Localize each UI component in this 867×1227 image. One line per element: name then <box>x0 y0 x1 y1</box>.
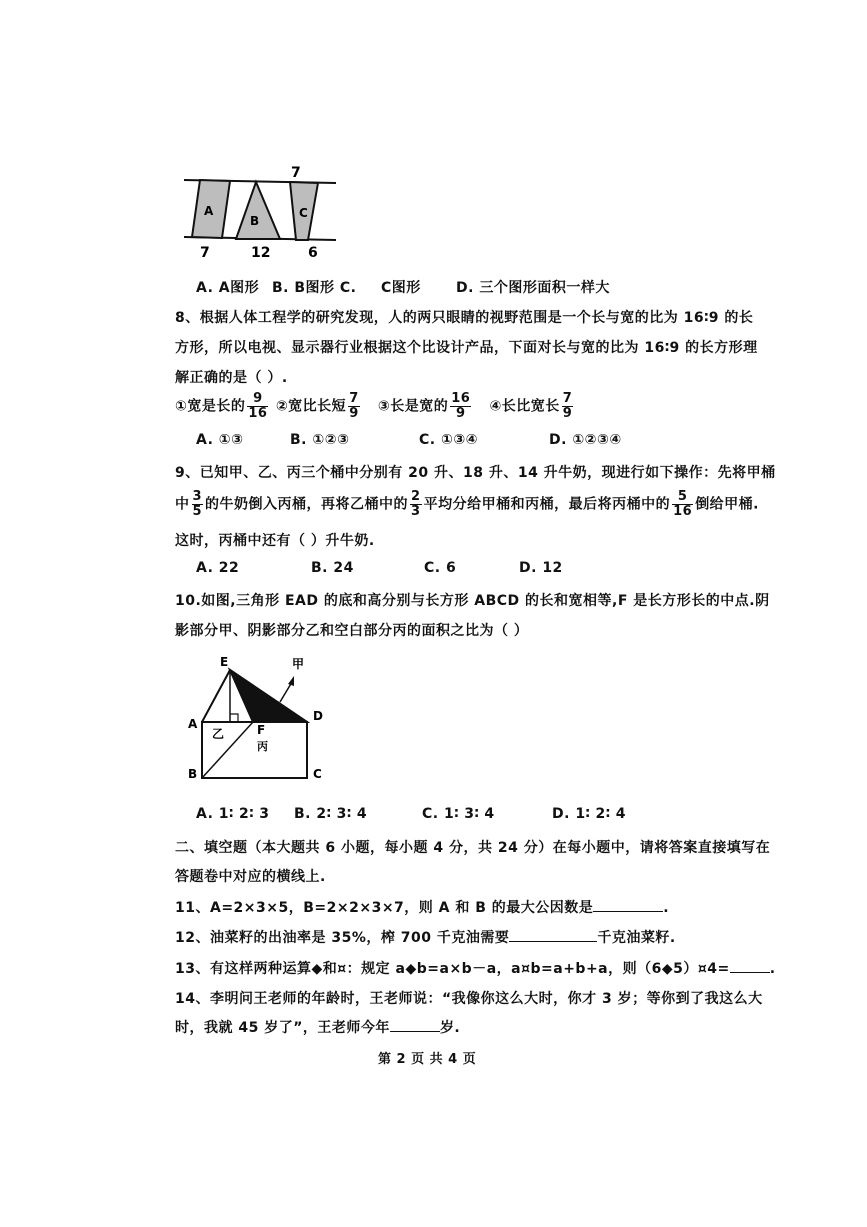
figure-q10 <box>180 650 340 785</box>
q12: 12、油菜籽的出油率是 35%，榨 700 千克油需要 千克油菜籽. <box>175 930 676 946</box>
q9-option-b: B. 24 <box>311 560 354 576</box>
q9-option-a: A. 22 <box>196 560 240 576</box>
q8-line-1: 8、根据人体工程学的研究发现，人的两只眼睛的视野范围是一个长与宽的比为 16∶9 的长 <box>175 310 754 326</box>
label-d: D <box>313 709 323 723</box>
q8-option-d: D. ①②③④ <box>549 432 622 448</box>
q9-fraction-2: $\frac{2}{3}$ <box>411 489 421 519</box>
q8-option-b: B. ①②③ <box>290 432 350 448</box>
label-f: F <box>257 723 266 737</box>
q11: 11、A=2×3×5，B=2×2×3×7，则 A 和 B 的最大公因数是 . <box>175 900 670 916</box>
q8-option-a: A. ①③ <box>196 432 244 448</box>
label-bottom-c: 6 <box>308 245 318 261</box>
q13: 13、有这样两种运算◆和¤：规定 a◆b=a×b－a，a¤b=a+b+a，则（6◆5）¤4= . <box>175 961 776 977</box>
q8-statement-3: ③长是宽的 <box>377 398 449 415</box>
q13-answer-blank[interactable] <box>730 960 770 973</box>
page-footer: 第 2 页 共 4 页 <box>378 1052 477 1067</box>
label-yi: 乙 <box>212 727 225 741</box>
q8-fraction-2: $\frac{7}{9}$ <box>349 391 359 421</box>
q9-option-d: D. 12 <box>519 560 563 576</box>
label-bottom-b: 12 <box>251 245 271 261</box>
q9-line-3: 这时，丙桶中还有（ ）升牛奶. <box>175 533 375 549</box>
q8-fraction-4: $\frac{7}{9}$ <box>562 391 573 421</box>
q14-answer-blank[interactable] <box>390 1019 440 1032</box>
q9-line-2: 中 $\frac{3}{5}$ 的牛奶倒入丙桶，再将乙桶中的 $\frac{2}{3}$ 平均分给甲桶和丙桶，最后将丙桶中的 $\frac{5}{16}$ 倒给甲桶. <box>175 489 760 519</box>
figure-q7 <box>178 165 348 265</box>
q10-option-a: A. 1∶ 2∶ 3 <box>196 806 270 822</box>
label-bottom-a: 7 <box>200 245 210 261</box>
q9-fraction-1: $\frac{3}{5}$ <box>192 489 203 519</box>
q9-line-1: 9、已知甲、乙、丙三个桶中分别有 20 升、18 升、14 升牛奶，现进行如下操作：先将甲桶 <box>175 465 776 481</box>
label-b: B <box>250 214 260 228</box>
q8-statement-4: ④长比宽长 <box>489 398 560 415</box>
section-2-line-1: 二、填空题（本大题共 6 小题，每小题 4 分，共 24 分）在每小题中，请将答案直接填写在 <box>175 840 771 856</box>
q8-option-c: C. ①③④ <box>419 432 479 448</box>
q8-fraction-3: $\frac{16}{9}$ <box>451 391 471 421</box>
q8-line-3: 解正确的是（ ）. <box>175 370 288 386</box>
q8-statements <box>175 392 575 421</box>
q12-answer-blank[interactable] <box>509 929 597 942</box>
label-b: B <box>188 767 198 781</box>
label-a: A <box>204 204 214 218</box>
label-a: A <box>188 717 198 731</box>
shape-b <box>236 182 280 239</box>
label-e: E <box>220 655 229 669</box>
label-jia: 甲 <box>292 657 305 671</box>
q14-line-2: 时，我就 45 岁了”，王老师今年 岁. <box>175 1020 461 1036</box>
q7-option-b: B. B图形 C. <box>272 280 357 296</box>
q9-fraction-3: $\frac{5}{16}$ <box>673 489 693 519</box>
q7-option-a: A. A图形 <box>196 280 260 296</box>
q10-option-c: C. 1∶ 3∶ 4 <box>422 806 495 822</box>
section-2-line-2: 答题卷中对应的横线上. <box>175 869 326 885</box>
q9-option-c: C. 6 <box>424 560 457 576</box>
label-c: C <box>299 206 308 220</box>
q11-answer-blank[interactable] <box>593 899 663 912</box>
q8-statement-1: ①宽是长的 <box>175 398 246 415</box>
q10-option-b: B. 2∶ 3∶ 4 <box>294 806 368 822</box>
q8-line-2: 方形，所以电视、显示器行业根据这个比设计产品，下面对长与宽的比为 16∶9 的长方形理 <box>175 340 758 356</box>
q8-fraction-1: $\frac{9}{16}$ <box>248 391 268 421</box>
label-top: 7 <box>291 165 301 181</box>
label-bing: 丙 <box>257 740 268 753</box>
q10-line-1: 10.如图,三角形 EAD 的底和高分别与长方形 ABCD 的长和宽相等,F 是长方形长的中点.阴 <box>175 593 770 609</box>
q10-option-d: D. 1∶ 2∶ 4 <box>552 806 627 822</box>
q10-line-2: 影部分甲、阴影部分乙和空白部分丙的面积之比为（ ） <box>175 623 529 639</box>
q7-option-c: C图形 <box>381 280 421 296</box>
q7-option-d: D. 三个图形面积一样大 <box>456 280 610 296</box>
label-c: C <box>313 767 322 781</box>
q8-statement-2: ②宽比长短 <box>275 398 347 415</box>
q14-line-1: 14、李明问王老师的年龄时，王老师说：“我像你这么大时，你才 3 岁；等你到了我这么大 <box>175 991 763 1007</box>
